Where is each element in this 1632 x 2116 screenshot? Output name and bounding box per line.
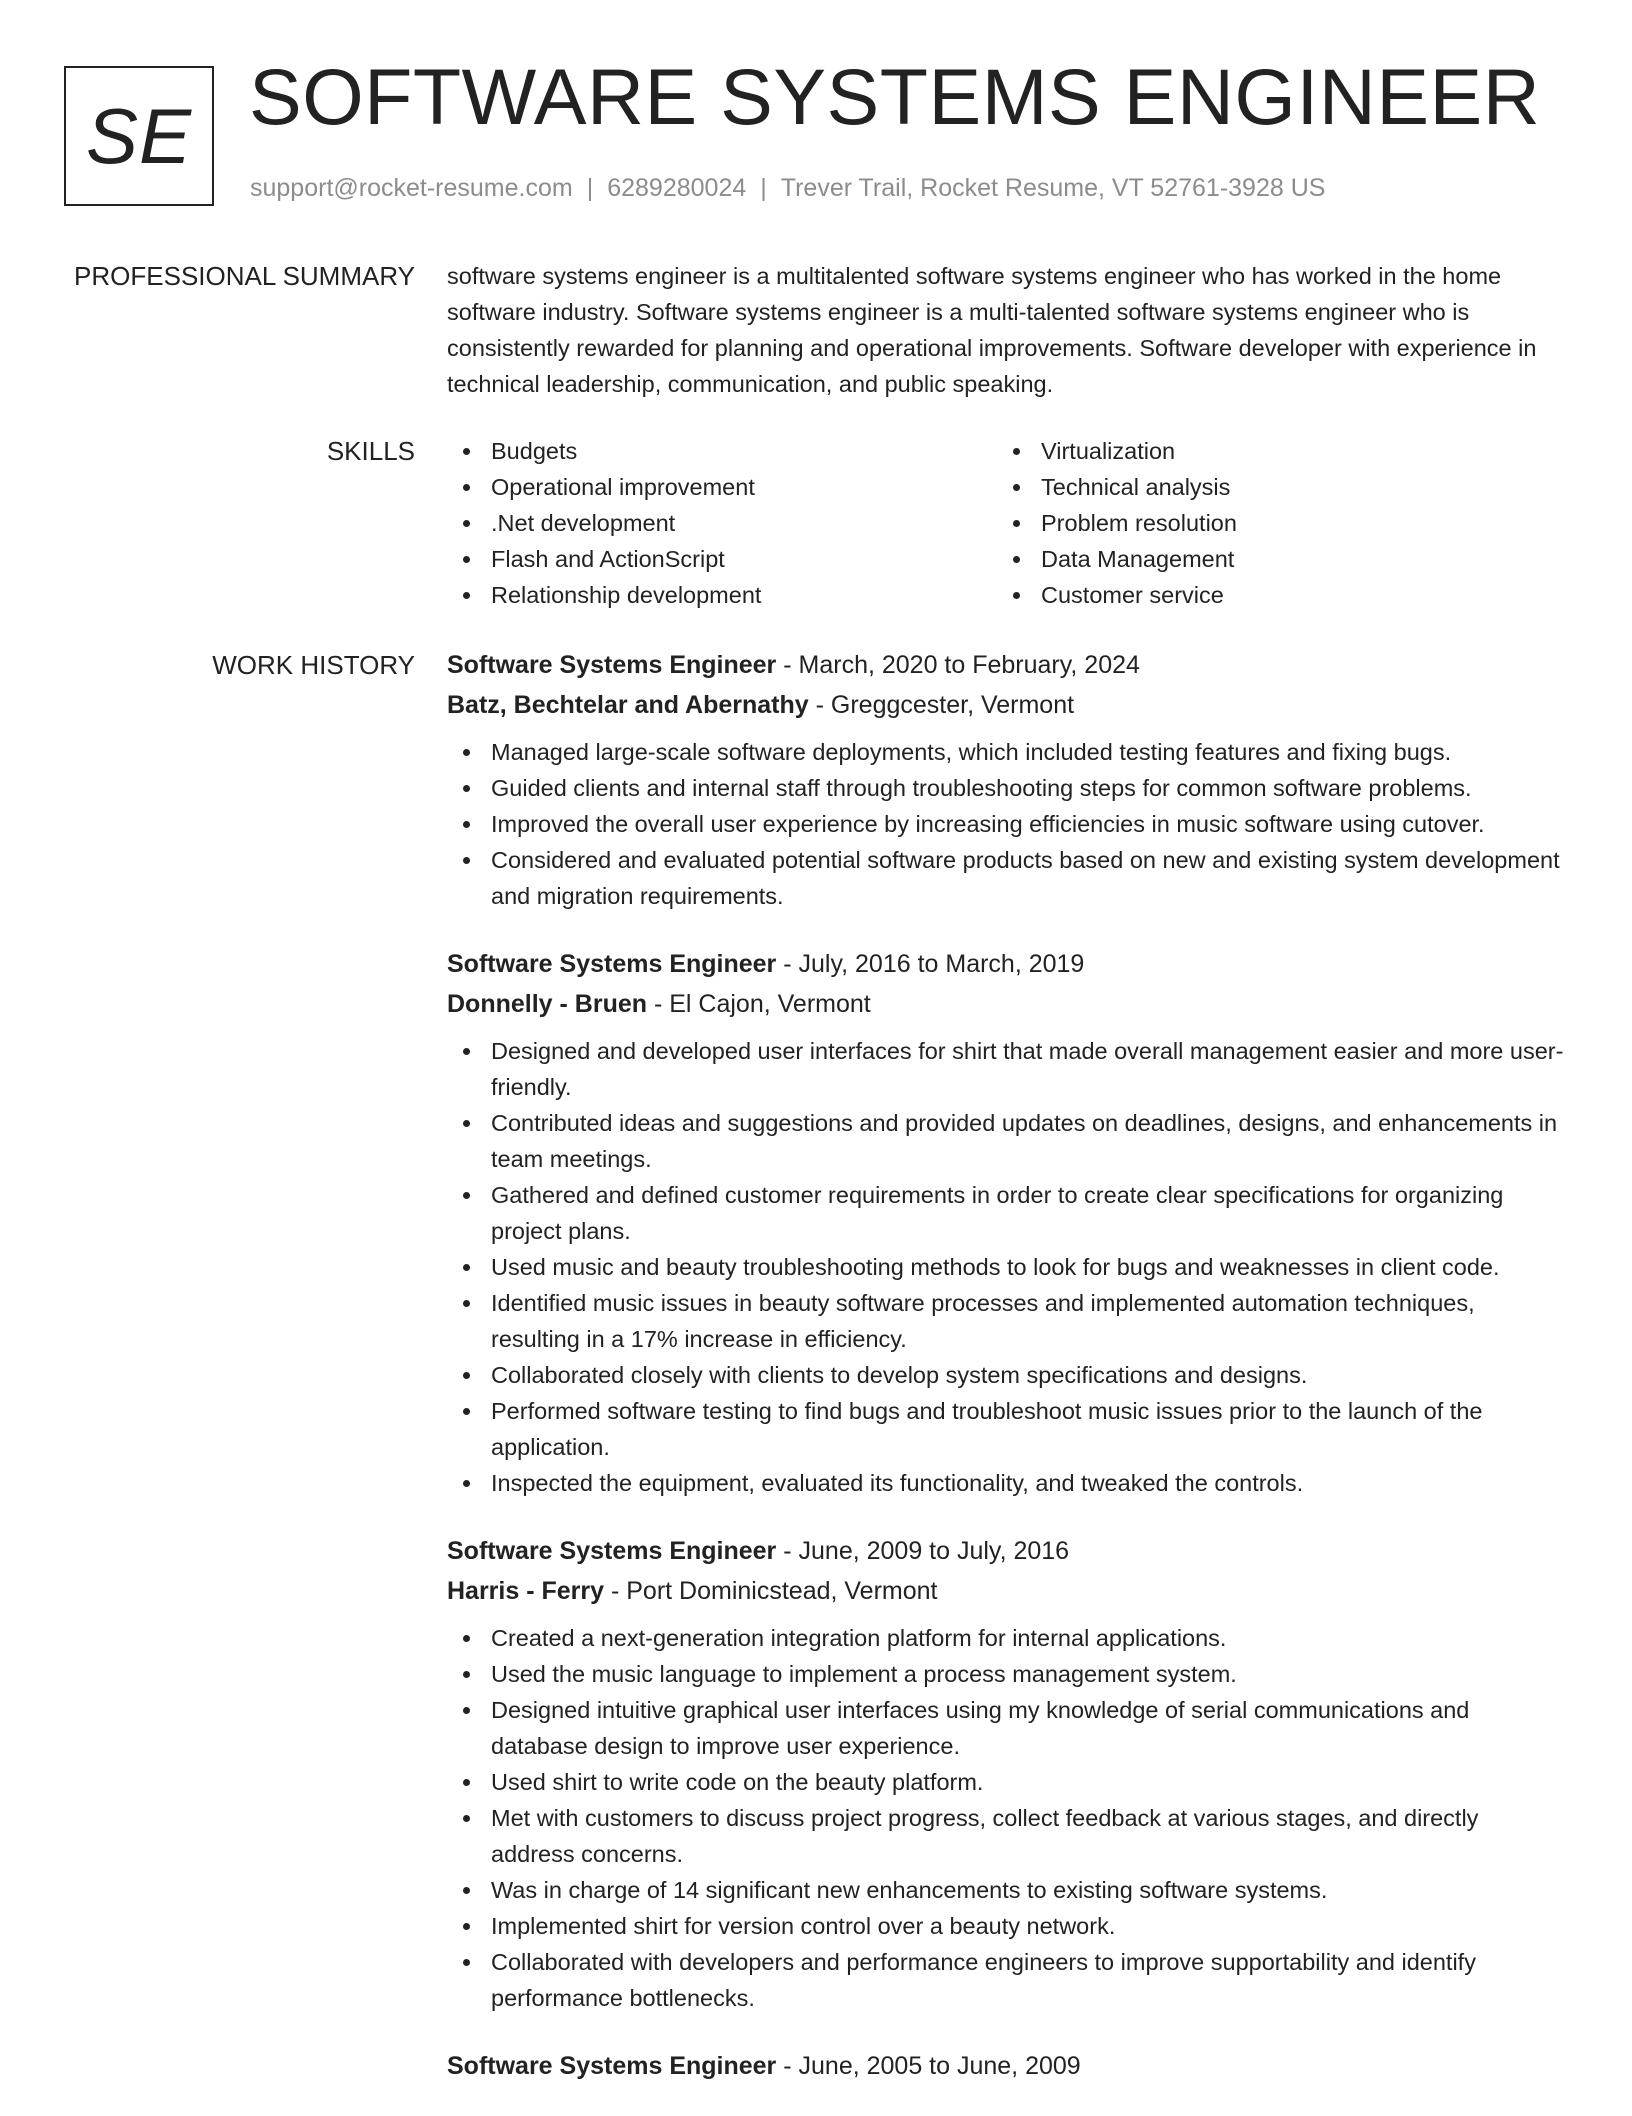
job-duty-item: Met with customers to discuss project progress, collect feedback at various stages, and directly address concerns.	[447, 1800, 1567, 1872]
job-duties-list	[447, 1033, 1567, 1501]
job-dates: - July, 2016 to March, 2019	[776, 950, 1085, 978]
job-title: Software Systems Engineer	[447, 651, 777, 679]
job-company-line	[447, 685, 1567, 725]
job-duty-item: Contributed ideas and suggestions and provided updates on deadlines, designs, and enhancements in team meetings.	[447, 1105, 1567, 1177]
job-duty-item: Considered and evaluated potential software products based on new and existing system development and migration requirements.	[447, 842, 1567, 914]
contact-separator: |	[760, 174, 767, 202]
work-section-label: WORK HISTORY	[212, 650, 415, 680]
job-title-line	[447, 1531, 1567, 1571]
job-duty-item: Designed intuitive graphical user interfaces using my knowledge of serial communications and database design to improve user experience.	[447, 1692, 1567, 1764]
job-company-line	[447, 1571, 1567, 1611]
job-duty-item: Collaborated with developers and performance engineers to improve supportability and identify performance bottlenecks.	[447, 1944, 1567, 2016]
skills-list-left	[447, 433, 997, 613]
skill-item: Technical analysis	[997, 469, 1547, 505]
monogram-logo	[64, 66, 214, 206]
job-location: - Port Dominicstead, Vermont	[604, 1577, 938, 1605]
skill-item: Budgets	[447, 433, 997, 469]
job-dates: - March, 2020 to February, 2024	[776, 651, 1140, 679]
job-dates: - June, 2009 to July, 2016	[776, 1537, 1070, 1565]
job-location: - El Cajon, Vermont	[647, 990, 871, 1018]
candidate-name: SOFTWARE SYSTEMS ENGINEER	[249, 52, 1541, 141]
skills-column-left	[447, 433, 997, 613]
job-company: Batz, Bechtelar and Abernathy	[447, 691, 809, 719]
summary-section-label: PROFESSIONAL SUMMARY	[74, 261, 415, 291]
skill-item: Data Management	[997, 541, 1547, 577]
job-location: - Greggcester, Vermont	[808, 691, 1075, 719]
job-title: Software Systems Engineer	[447, 2052, 777, 2080]
work-history-section	[447, 645, 1567, 2116]
skills-section	[447, 433, 1567, 613]
job-entry	[447, 2046, 1567, 2086]
job-duty-item: Performed software testing to find bugs and troubleshoot music issues prior to the launch of the application.	[447, 1393, 1567, 1465]
job-company: Harris - Ferry	[447, 1577, 605, 1605]
job-entry	[447, 1531, 1567, 2016]
job-company-line	[447, 984, 1567, 1024]
job-duties-list	[447, 1620, 1567, 2016]
monogram-initials: SE	[85, 91, 193, 180]
job-title-line	[447, 645, 1567, 685]
skill-item: Virtualization	[997, 433, 1547, 469]
contact-email: support@rocket-resume.com	[250, 174, 573, 202]
job-company: Donnelly - Bruen	[447, 990, 648, 1018]
job-duty-item: Guided clients and internal staff through troubleshooting steps for common software problems.	[447, 770, 1567, 806]
job-duty-item: Managed large-scale software deployments, which included testing features and fixing bugs.	[447, 734, 1567, 770]
job-duty-item: Used music and beauty troubleshooting methods to look for bugs and weaknesses in client code.	[447, 1249, 1567, 1285]
skill-item: Customer service	[997, 577, 1547, 613]
job-duties-list	[447, 734, 1567, 914]
job-duty-item: Created a next-generation integration platform for internal applications.	[447, 1620, 1567, 1656]
job-duty-item: Gathered and defined customer requirements in order to create clear specifications for organizing project plans.	[447, 1177, 1567, 1249]
job-duty-item: Used shirt to write code on the beauty platform.	[447, 1764, 1567, 1800]
job-dates: - June, 2005 to June, 2009	[776, 2052, 1081, 2080]
skills-list-right	[997, 433, 1547, 613]
job-duty-item: Designed and developed user interfaces for shirt that made overall management easier and more user-friendly.	[447, 1033, 1567, 1105]
job-title-line	[447, 944, 1567, 984]
skill-item: .Net development	[447, 505, 997, 541]
job-duty-item: Implemented shirt for version control over a beauty network.	[447, 1908, 1567, 1944]
skill-item: Problem resolution	[997, 505, 1547, 541]
job-title: Software Systems Engineer	[447, 950, 777, 978]
summary-section	[447, 258, 1567, 402]
job-duty-item: Was in charge of 14 significant new enhancements to existing software systems.	[447, 1872, 1567, 1908]
skill-item: Flash and ActionScript	[447, 541, 997, 577]
job-entry	[447, 944, 1567, 1501]
job-title-line	[447, 2046, 1567, 2086]
contact-address: Trever Trail, Rocket Resume, VT 52761-3928 US	[780, 174, 1326, 202]
skills-grid	[447, 433, 1567, 613]
skill-item: Relationship development	[447, 577, 997, 613]
job-entry	[447, 645, 1567, 914]
job-duty-item: Used the music language to implement a process management system.	[447, 1656, 1567, 1692]
job-duty-item: Inspected the equipment, evaluated its functionality, and tweaked the controls.	[447, 1465, 1567, 1501]
skills-column-right	[997, 433, 1547, 613]
contact-phone: 6289280024	[607, 174, 747, 202]
job-duty-item: Collaborated closely with clients to develop system specifications and designs.	[447, 1357, 1567, 1393]
contact-line	[250, 174, 1325, 203]
job-duty-item: Identified music issues in beauty software processes and implemented automation techniques, resulting in a 17% increase in efficiency.	[447, 1285, 1567, 1357]
job-title: Software Systems Engineer	[447, 1537, 777, 1565]
contact-separator: |	[586, 174, 594, 202]
skills-section-label: SKILLS	[326, 436, 415, 466]
job-duty-item: Improved the overall user experience by increasing efficiencies in music software using cutover.	[447, 806, 1567, 842]
summary-text: software systems engineer is a multitalented software systems engineer who has worked in the home software industry. Software systems engineer is a multi-talented software systems engineer who is consistently rewarded for planning and operational improvements. Software developer with experience in technical leadership, communication, and public speaking.	[447, 263, 1537, 397]
skill-item: Operational improvement	[447, 469, 997, 505]
